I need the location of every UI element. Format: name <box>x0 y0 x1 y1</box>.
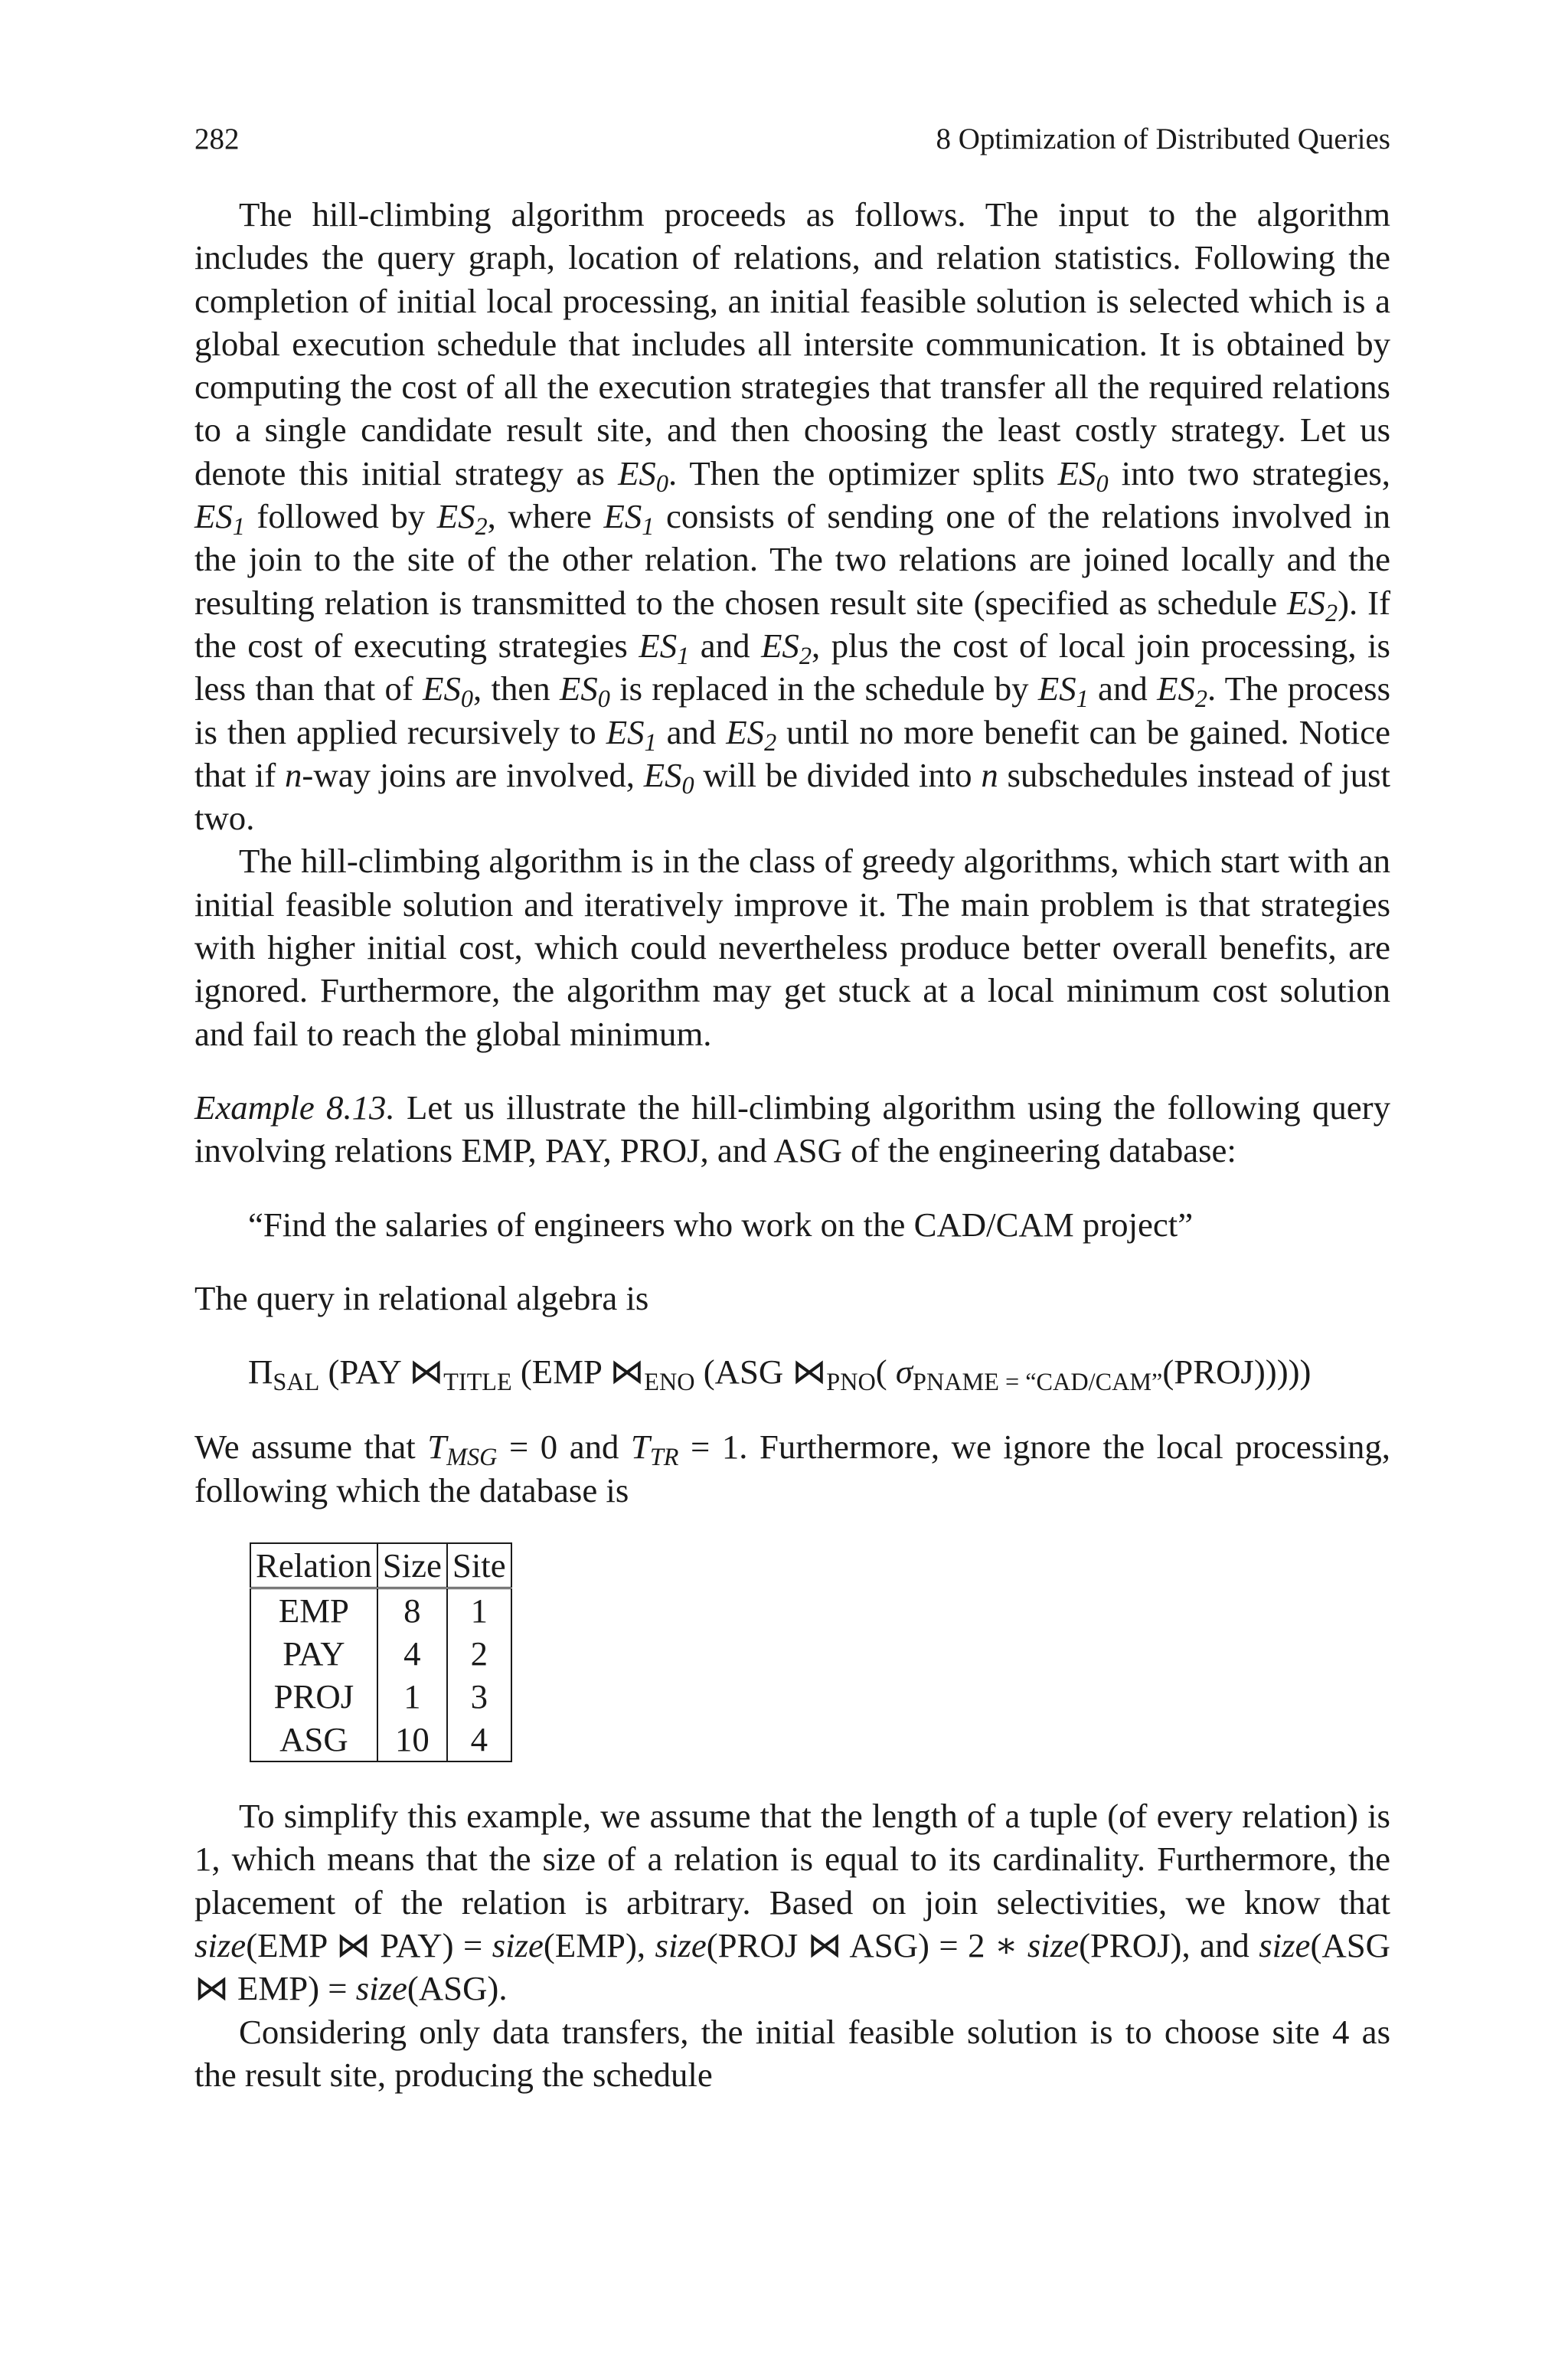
table-row <box>250 1632 511 1675</box>
paragraph-initial-solution: Considering only data transfers, the initial feasible solution is to choose site 4 as the result site, producing the schedule <box>194 2012 1390 2094</box>
table-cell: 1 <box>377 1675 447 1718</box>
table-cell: 4 <box>377 1632 447 1675</box>
page-number: 282 <box>194 123 240 155</box>
algebra-intro: The query in relational algebra is <box>194 1278 649 1317</box>
relation-table <box>250 1542 512 1762</box>
table-header: Size <box>377 1543 447 1588</box>
table-cell: ASG <box>250 1718 377 1761</box>
chapter-title: 8 Optimization of Distributed Queries <box>936 123 1390 155</box>
assumption-paragraph: We assume that $T_{MSG} = 0$ and $T_{TR} = 1$. Furthermore, we ignore the local processing, following which the database is <box>194 1428 1390 1510</box>
example-label: Example 8.13. <box>194 1088 395 1127</box>
table-cell: EMP <box>250 1588 377 1633</box>
paragraph-hill-climbing-procedure: The hill-climbing algorithm proceeds as follows. The input to the algorithm includes the query graph, location of relations, and relation statistics. Following the completion of initial local processing, an initial feasible solution is selected which is a global execution schedule that includes all intersite communication. It is obtained by computing the cost of all the execution strategies that transfer all the required relations to a single candidate result site, and then choosing the least costly strategy. Let us denote this initial strategy as $ES_0$. Then the optimizer splits $ES_0$ into two strategies, $ES_1$ followed by $ES_2$, where $ES_1$ consists of sending one of the relations involved in the join to the site of the other relation. The two relations are joined locally and the resulting relation is transmitted to the chosen result site (specified as schedule $ES_2$). If the cost of executing strategies $ES_1$ and $ES_2$, plus the cost of local join processing, is less than that of $ES_0$, then $ES_0$ is replaced in the schedule by $ES_1$ and $ES_2$. The process is then applied recursively to $ES_1$ and $ES_2$ until no more benefit can be gained. Notice that if n-way joins are involved, $ES_0$ will be divided into n subschedules instead of just two. <box>194 195 1391 838</box>
table-cell: PAY <box>250 1632 377 1675</box>
table-cell: PROJ <box>250 1675 377 1718</box>
table-cell: 3 <box>447 1675 511 1718</box>
table-cell: 1 <box>447 1588 511 1633</box>
table-row <box>250 1718 511 1761</box>
table-cell: 10 <box>377 1718 447 1761</box>
table-cell: 8 <box>377 1588 447 1633</box>
body-text <box>194 193 1390 2096</box>
table-header: Relation <box>250 1543 377 1588</box>
table-row <box>250 1675 511 1718</box>
page <box>194 121 1390 2096</box>
query-quote: “Find the salaries of engineers who work on the CAD/CAM project” <box>248 1205 1194 1244</box>
paragraph-simplify: To simplify this example, we assume that the length of a tuple (of every relation) is 1, which means that the size of a relation is equal to its cardinality. Furthermore, the placement of the relation is arbitrary. Based on join selectivities, we know that size(EMP ⋈ PAY) = size(EMP), size(PROJ ⋈ ASG) = 2 ∗ size(PROJ), and size(ASG ⋈ EMP) = size(ASG). <box>194 1797 1390 2008</box>
table-cell: 2 <box>447 1632 511 1675</box>
running-header <box>194 121 1390 158</box>
example-paragraph: Example 8.13. Let us illustrate the hill-climbing algorithm using the following query involving relations EMP, PAY, PROJ, and ASG of the engineering database: <box>194 1088 1390 1170</box>
table-header-row <box>250 1543 511 1588</box>
table-cell: 4 <box>447 1718 511 1761</box>
table-row <box>250 1588 511 1633</box>
relational-algebra-formula: $\Pi_{SAL}$ (PAY $⋈_{TITLE}$ (EMP $⋈_{ENO}$ (ASG $⋈_{PNO}$( $\sigma_{PNAME = “CAD/CAM”}(PROJ)$)))) <box>248 1353 1312 1396</box>
table-header: Site <box>447 1543 511 1588</box>
paragraph-greedy-algorithms: The hill-climbing algorithm is in the class of greedy algorithms, which start with an initial feasible solution and iteratively improve it. The main problem is that strategies with higher initial cost, which could nevertheless produce better overall benefits, are ignored. Furthermore, the algorithm may get stuck at a local minimum cost solution and fail to reach the global minimum. <box>194 842 1390 1053</box>
